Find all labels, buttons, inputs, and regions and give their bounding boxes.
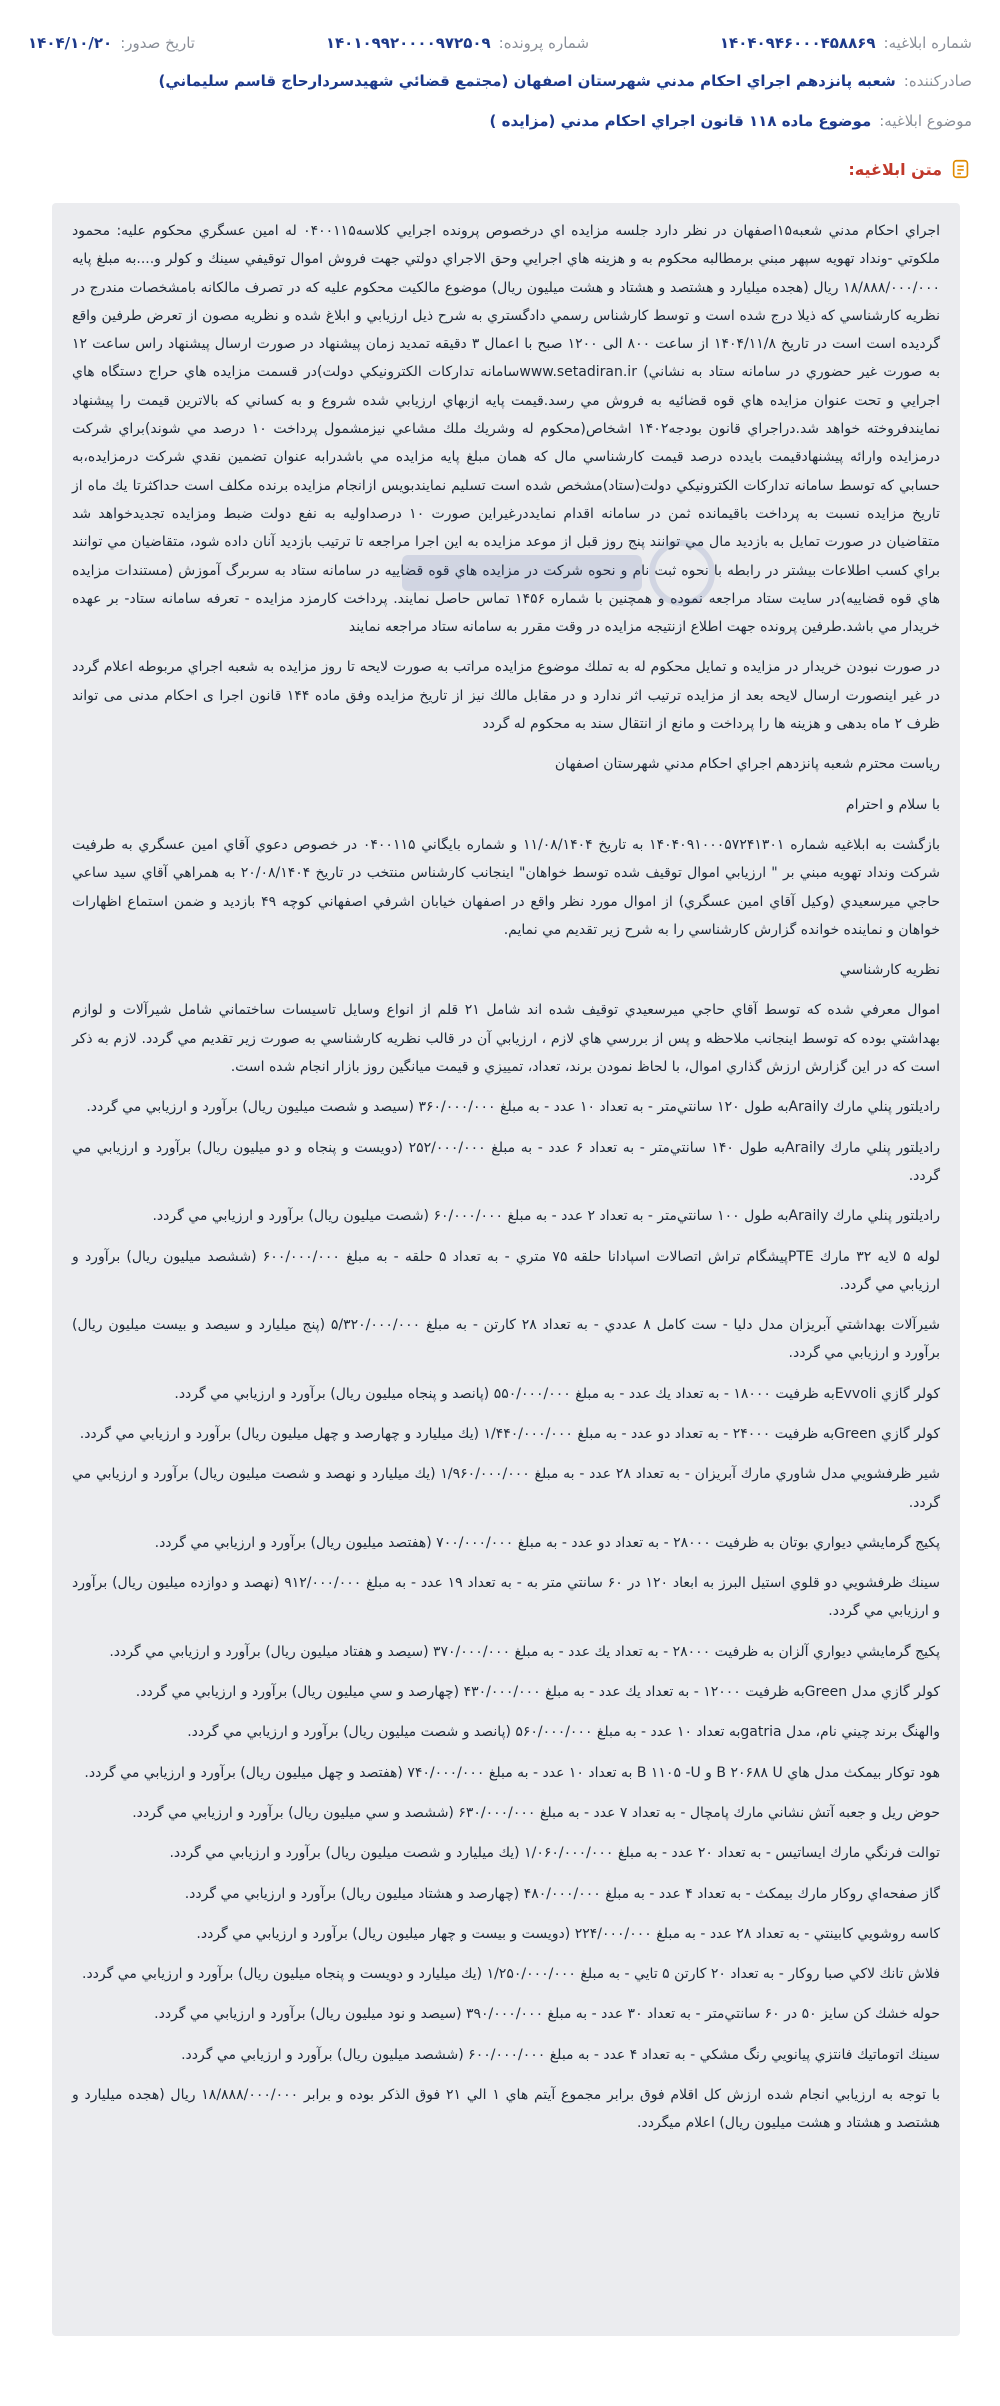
body-paragraph: پكيج گرمايشي ديواري آلزان به ظرفيت ۲۸۰۰۰ - به تعداد يك عدد - به مبلغ ۳۷۰/۰۰۰/۰۰۰ (سيصد و هفتاد ميليون ريال) برآورد و ارزيابي مي گردد. bbox=[109, 1643, 940, 1660]
subject-value: موضوع ماده ۱۱۸ قانون اجراي احكام مدني (مزايده ) bbox=[489, 112, 872, 130]
subject-line bbox=[28, 102, 972, 140]
body-paragraph: رياست محترم شعبه پانزدهم اجراي احكام مدني شهرستان اصفهان bbox=[554, 756, 940, 773]
issue-date bbox=[28, 34, 195, 52]
body-paragraph: سينك اتوماتيك فانتزي پيانويي رنگ مشكي - به تعداد ۴ عدد - به مبلغ ۶۰۰/۰۰۰/۰۰۰ (ششصد ميليون ريال) برآورد و ارزيابي مي گردد. bbox=[181, 2046, 940, 2063]
body-paragraph: نظريه كارشناسي bbox=[839, 962, 940, 979]
body-paragraph: هود توكار بيمكث مدل هاي B ۲۰۶۸۸ U و B ۱۱۰۵ -U به تعداد ۱۰ عدد - به مبلغ ۷۴۰/۰۰۰/۰۰۰ (هفتصد و چهل ميليون ريال) برآورد و ارزيابي مي گردد. bbox=[84, 1764, 940, 1781]
body-paragraph: گاز صفحه‌اي روكار مارك بيمكث - به تعداد ۴ عدد - به مبلغ ۴۸۰/۰۰۰/۰۰۰ (چهارصد و هشتاد ميليون ريال) برآورد و ارزيابي مي گردد. bbox=[184, 1885, 940, 1902]
case-number-label: شماره پرونده: bbox=[498, 34, 590, 52]
body-paragraph: راديلتور پنلي مارك Arailyبه طول ۱۴۰ سانتي‌متر - به تعداد ۶ عدد - به مبلغ ۲۵۲/۰۰۰/۰۰۰ (دويست و پنجاه و دو ميليون ريال) برآورد و ارزيابي مي گردد. bbox=[72, 1139, 940, 1184]
body-paragraph: راديلتور پنلي مارك Arailyبه طول ۱۰۰ سانتي‌متر - به تعداد ۲ عدد - به مبلغ ۶۰/۰۰۰/۰۰۰ (شصت ميليون ريال) برآورد و ارزيابي مي گردد. bbox=[152, 1208, 940, 1225]
body-paragraph: كولر گازي مدل Greenبه ظرفيت ۱۲۰۰۰ - به تعداد يك عدد - به مبلغ ۴۳۰/۰۰۰/۰۰۰ (چهارصد و سي ميليون ريال) برآورد و ارزيابي مي گردد. bbox=[135, 1684, 940, 1701]
body-paragraph: لوله ۵ لايه ۳۲ مارك PTEپيشگام تراش اتصالات اسپادانا حلقه ۷۵ متري - به تعداد ۵ حلقه - به مبلغ ۶۰۰/۰۰۰/۰۰۰ (ششصد ميليون ريال) برآورد و ارزيابي مي گردد. bbox=[72, 1248, 940, 1293]
body-paragraph: حوض ريل و جعبه آتش نشاني مارك پامچال - به تعداد ۷ عدد - به مبلغ ۶۳۰/۰۰۰/۰۰۰ (ششصد و سي ميليون ريال) برآورد و ارزيابي مي گردد. bbox=[132, 1804, 940, 1821]
issue-date-value: ۱۴۰۴/۱۰/۲۰ bbox=[28, 34, 113, 52]
body-paragraph: توالت فرنگي مارك ايساتيس - به تعداد ۲۰ عدد - به مبلغ ۱/۰۶۰/۰۰۰/۰۰۰ (يك ميليارد و شصت ميليون ريال) برآورد و ارزيابي مي گردد. bbox=[169, 1845, 940, 1862]
body-paragraph: با سلام و احترام bbox=[845, 796, 940, 813]
body-paragraph: پكيج گرمايشي ديواري بوتان به ظرفيت ۲۸۰۰۰ - به تعداد دو عدد - به مبلغ ۷۰۰/۰۰۰/۰۰۰ (هفتصد ميليون ريال) برآورد و ارزيابي مي گردد. bbox=[154, 1534, 940, 1551]
notice-number-value: ۱۴۰۴۰۹۴۶۰۰۰۴۵۸۸۶۹ bbox=[719, 34, 876, 52]
body-paragraph: با توجه به ارزيابي انجام شده ارزش كل اقلام فوق برابر مجموع آيتم هاي ۱ الي ۲۱ فوق الذكر بوده و برابر ۱۸/۸۸۸/۰۰۰/۰۰۰ ريال (هجده ميليارد و هشتصد و هشتاد و هشت ميليون ريال) اعلام ميگردد. bbox=[72, 2087, 940, 2132]
body-paragraph: فلاش تانك لاكي صبا روكار - به تعداد ۲۰ كارتن ۵ تايي - به مبلغ ۱/۲۵۰/۰۰۰/۰۰۰ (يك ميليارد و دويست و پنجاه ميليون ريال) برآورد و ارزيابي مي گردد. bbox=[82, 1966, 940, 1983]
body-paragraph: كاسه روشويي كابينتي - به تعداد ۲۸ عدد - به مبلغ ۲۲۴/۰۰۰/۰۰۰ (دويست و بيست و چهار ميليون ريال) برآورد و ارزيابي مي گردد. bbox=[196, 1925, 940, 1942]
body-paragraph: شير ظرفشويي مدل شاوري مارك آبريزان - به تعداد ۲۸ عدد - به مبلغ ۱/۹۶۰/۰۰۰/۰۰۰ (يك ميليارد و نهصد و شصت ميليون ريال) برآورد و ارزيابي مي گردد. bbox=[72, 1466, 940, 1511]
case-number bbox=[326, 34, 589, 52]
body-paragraph: حوله خشك كن سايز ۵۰ در ۶۰ سانتي‌متر - به تعداد ۳۰ عدد - به مبلغ ۳۹۰/۰۰۰/۰۰۰ (سيصد و نود ميليون ريال) برآورد و ارزيابي مي گردد. bbox=[154, 2006, 940, 2023]
meta-row bbox=[28, 26, 972, 60]
document-icon bbox=[950, 158, 972, 180]
issuer-line bbox=[28, 60, 972, 102]
body-paragraph: بازگشت به ابلاغيه شماره ۱۴۰۴۰۹۱۰۰۰۵۷۲۴۱۳۰۱ به تاريخ ۱۱/۰۸/۱۴۰۴ و شماره بايگاني ۰۴۰۰۱۱۵ در خصوص دعوي آقاي امين عسگري به طرفيت شركت ونداد تهويه مبني بر " ارزيابي اموال توقيف شده توسط خواهان" اينجانب كارشناس منتخب در تاريخ ۲۰/۰۸/۱۴۰۴ به همراهي آقاي سيد ساعي حاجي ميرسعيدي (وكيل آقاي امين عسگري) از اموال مورد نظر واقع در اصفهان خيابان اشرفي اصفهاني كوچه ۴۹ بازديد و ضمن استماع اظهارات خواهان و نماينده خوانده گزارش كارشناسي را به شرح زير تقديم مي نمايم. bbox=[72, 836, 940, 938]
issue-date-label: تاریخ صدور: bbox=[120, 34, 195, 52]
case-number-value: ۱۴۰۱۰۹۹۲۰۰۰۰۹۷۲۵۰۹ bbox=[325, 34, 491, 52]
notice-body-text bbox=[52, 203, 960, 2138]
notice-number-label: شماره ابلاغیه: bbox=[883, 34, 972, 52]
section-title-text: متن ابلاغیه: bbox=[848, 159, 942, 179]
subject-label: موضوع ابلاغیه: bbox=[879, 112, 972, 130]
body-paragraph: كولر گازي Greenبه ظرفيت ۲۴۰۰۰ - به تعداد دو عدد - به مبلغ ۱/۴۴۰/۰۰۰/۰۰۰ (يك ميليارد و چهارصد و چهل ميليون ريال) برآورد و ارزيابي مي گردد. bbox=[79, 1425, 940, 1442]
body-paragraph: اموال معرفي شده كه توسط آقاي حاجي ميرسعيدي توقيف شده اند شامل ۲۱ قلم از انواع وسايل تاسيسات ساختماني شامل شيرآلات و لوازم بهداشتي بوده كه توسط اينجانب ملاحظه و پس از بررسي هاي لازم ، ارزيابي آن در قالب نظريه كارشناسي به صورت زير تقديم مي گردد. لازم به ذكر است كه در اين گزارش ارزش گذاري اموال، با لحاظ نمودن برند، تعداد، تمييزي و قيمت ميانگين روز بازار انجام شده است. bbox=[72, 1002, 940, 1076]
issuer-value: شعبه پانزدهم اجراي احكام مدني شهرستان اصفهان (مجتمع قضائي شهيدسردارحاج قاسم سليماني) bbox=[158, 72, 896, 90]
body-paragraph: سينك ظرفشويي دو قلوي استيل البرز به ابعاد ۱۲۰ در ۶۰ سانتي متر به - به تعداد ۱۹ عدد - به مبلغ ۹۱۲/۰۰۰/۰۰۰ (نهصد و دوازده ميليون ريال) برآورد و ارزيابي مي گردد. bbox=[72, 1575, 940, 1620]
notice-number bbox=[720, 34, 972, 52]
body-paragraph: شيرآلات بهداشتي آبريزان مدل دليا - ست كامل ۸ عددي - به تعداد ۲۸ كارتن - به مبلغ ۵/۳۲۰/۰۰۰/۰۰۰ (پنج ميليارد و سيصد و بيست ميليون ريال) برآورد و ارزيابي مي گردد. bbox=[72, 1317, 941, 1362]
section-title bbox=[28, 158, 972, 180]
notice-header bbox=[0, 0, 1000, 140]
body-paragraph: والهنگ برند چيني نام، مدل gatriaبه تعداد ۱۰ عدد - به مبلغ ۵۶۰/۰۰۰/۰۰۰ (پانصد و شصت ميليون ريال) برآورد و ارزيابي مي گردد. bbox=[187, 1724, 940, 1741]
notice-body-panel bbox=[52, 203, 960, 2336]
body-paragraph: راديلتور پنلي مارك Arailyبه طول ۱۲۰ سانتي‌متر - به تعداد ۱۰ عدد - به مبلغ ۳۶۰/۰۰۰/۰۰۰ (سيصد و شصت ميليون ريال) برآورد و ارزيابي مي گردد. bbox=[86, 1099, 940, 1116]
body-paragraph: اجراي احكام مدني شعبه۱۵اصفهان در نظر دارد جلسه مزايده اي درخصوص پرونده اجرايي كلاسه۰۴۰۰۱۱۵ له امين عسگري محكوم عليه: محمود ملكوتي -ونداد تهويه سپهر مبني برمطالبه محكوم به و هزينه هاي اجرايي وحق الاجراي دولتي جهت فروش اموال توقيفي سينك و كولر و....به مبلغ پايه ۱۸/۸۸۸/۰۰۰/۰۰۰ ريال (هجده ميليارد و هشتصد و هشتاد و هشت ميليون ريال) موضوع مالكيت محكوم عليه كه در تصرف مالكانه بامشخصات مندرج در نظريه كارشناسي كه ذيلا درج شده است و توسط كارشناس رسمي دادگستري به شرح ذيل ارزيابي و ابلاغ شده و نظريه مصون از تعرض طرفين واقع گرديده است است در تاريخ ۱۴۰۴/۱۱/۸ از ساعت ۸۰۰ الی ۱۲۰۰ صبح با اعمال ۳ دقيقه تمديد زمان پيشنهاد در صورت ارسال پيشنهاد راس ساعت ۱۲ به صورت غير حضوري در سامانه ستاد به نشاني) www.setadiran.irسامانه تداركات الكترونيكي دولت)در قسمت مزايده هاي حراج دستگاه هاي اجرايي و تحت عنوان مزايده هاي قوه قضائيه به فروش مي رسد.قيمت پايه ازبهاي ارزيابي شده شروع و به كساني كه بالاترين قيمت را پيشنهاد نمايندفروخته خواهد شد.دراجراي قانون بودجه۱۴۰۲ اشخاص(محكوم له وشريك ملك مشاعي نيزمشمول پرداخت ۱۰ درصد مي شوند)براي شركت درمزايده وارائه پيشنهادقيمت بايدده درصد قيمت كارشناسي مال كه همان مبلغ پايه مزايده مي باشدرابه عنوان تضمين نقدي شركت درمزايده،به حسابي كه توسط سامانه تداركات الكترونيكي دولت(ستاد)مشخص شده است تسليم نمايندبويس ازانجام مزايده برنده مكلف است حداكثرتا يك ماه از تاريخ مزايده نسبت به پرداخت باقيمانده ثمن در سامانه اقدام نمايددرغيراين صورت ۱۰ درصداوليه به نفع دولت ضبط ومزايده تجديدخواهد شد متقاضيان در صورت تمايل به بازديد مال مي توانند پنج روز قبل از موعد مزايده به اين اجرا مراجعه تا ترتيب بازديد آنان داده شود، متقاضيان مي توانند براي كسب اطلاعات بيشتر در رابطه با نحوه ثبت نام و نحوه شركت در مزايده هاي قوه قضاييه در سامانه ستاد به سربرگ آموزش (مستندات مزايده هاي قوه قضاييه)در سايت ستاد مراجعه نموده و همچنين با شماره ۱۴۵۶ تماس حاصل نمايند. پرداخت كارمزد مزايده - تعرفه سامانه ستاد- بر عهده خريدار مي باشد.طرفين پرونده جهت اطلاع ازنتيجه مزايده در وقت مقرر به سامانه ستاد مراجعه نمايند bbox=[72, 223, 941, 636]
body-paragraph: كولر گازي Evvoliبه ظرفيت ۱۸۰۰۰ - به تعداد يك عدد - به مبلغ ۵۵۰/۰۰۰/۰۰۰ (پانصد و پنجاه ميليون ريال) برآورد و ارزيابي مي گردد. bbox=[174, 1385, 940, 1402]
issuer-label: صادرکننده: bbox=[903, 72, 972, 90]
body-paragraph: در صورت نبودن خريدار در مزايده و تمايل محكوم له به تملك موضوع مزايده مراتب به صورت لايحه تا روز مزايده به شعبه اجراي مربوطه اعلام گردد در غير اينصورت ارسال لايحه بعد از مزايده ترتيب اثر ندارد و در مقابل مالك نيز از تاريخ مزايده وفق ماده ۱۴۴ قانون اجرا ى احكام مدنى مى تواند ظرف ۲ ماه بدهى و هزينه ها را پرداخت و مانع از انتقال سند به محكوم له گردد bbox=[72, 659, 940, 733]
